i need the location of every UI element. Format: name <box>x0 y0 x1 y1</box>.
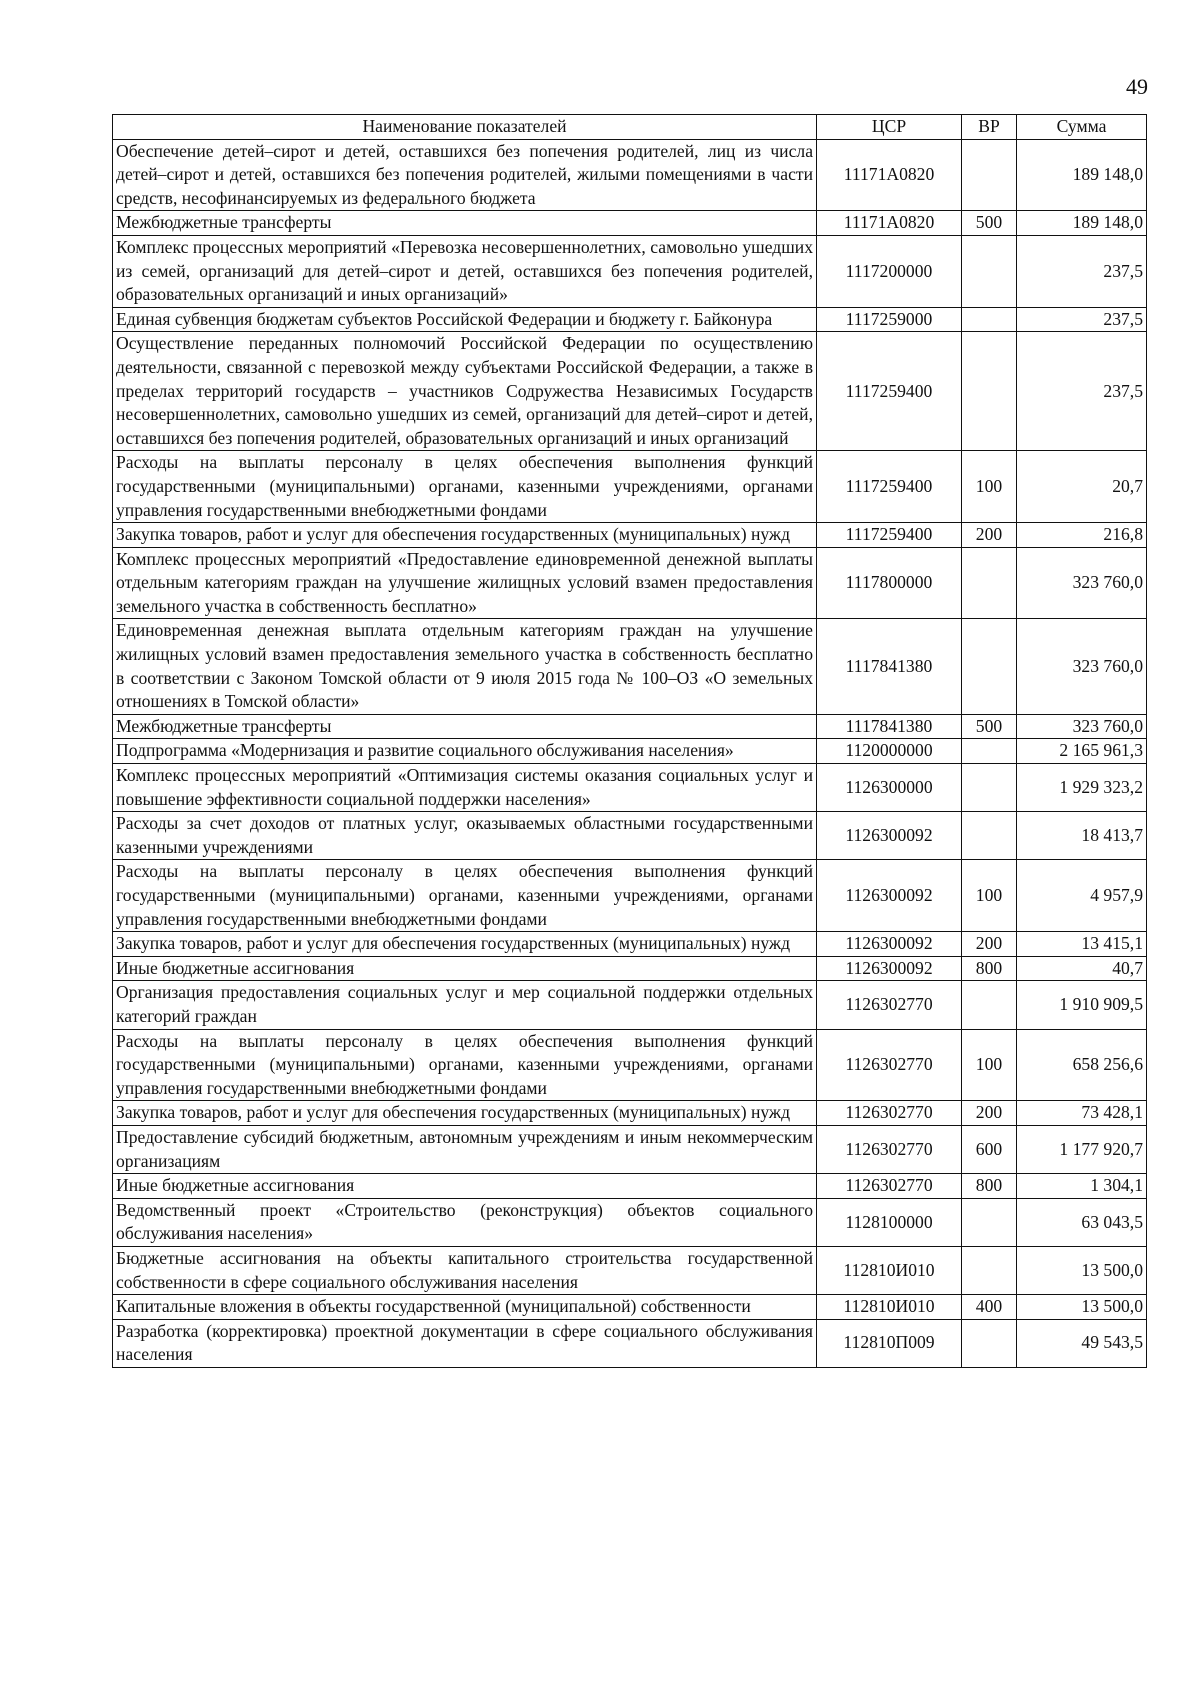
cell-csr: 112810П009 <box>817 1319 962 1367</box>
cell-vr <box>962 547 1017 619</box>
cell-sum: 13 415,1 <box>1017 932 1147 957</box>
cell-name: Закупка товаров, работ и услуг для обеспечения государственных (муниципальных) нужд <box>113 1101 817 1126</box>
cell-name: Межбюджетные трансферты <box>113 211 817 236</box>
cell-vr: 200 <box>962 523 1017 548</box>
cell-sum: 20,7 <box>1017 451 1147 523</box>
cell-vr <box>962 981 1017 1029</box>
cell-csr: 1126302770 <box>817 981 962 1029</box>
cell-sum: 216,8 <box>1017 523 1147 548</box>
cell-csr: 1128100000 <box>817 1198 962 1246</box>
cell-sum: 323 760,0 <box>1017 547 1147 619</box>
header-sum: Сумма <box>1017 115 1147 140</box>
cell-vr: 100 <box>962 1029 1017 1101</box>
cell-csr: 1117841380 <box>817 619 962 714</box>
cell-csr: 1126300092 <box>817 860 962 932</box>
table-row <box>113 860 1147 932</box>
cell-csr: 112810И010 <box>817 1246 962 1294</box>
cell-vr <box>962 619 1017 714</box>
cell-vr <box>962 307 1017 332</box>
cell-name: Расходы за счет доходов от платных услуг, оказываемых областными государственными казенными учреждениями <box>113 812 817 860</box>
cell-sum: 73 428,1 <box>1017 1101 1147 1126</box>
cell-sum: 40,7 <box>1017 956 1147 981</box>
cell-name: Единая субвенция бюджетам субъектов Российской Федерации и бюджету г. Байконура <box>113 307 817 332</box>
cell-csr: 1117841380 <box>817 714 962 739</box>
cell-csr: 1117200000 <box>817 235 962 307</box>
cell-csr: 1126302770 <box>817 1174 962 1199</box>
cell-vr <box>962 1246 1017 1294</box>
cell-name: Капитальные вложения в объекты государственной (муниципальной) собственности <box>113 1295 817 1320</box>
cell-vr <box>962 139 1017 211</box>
page-number: 49 <box>1126 74 1148 99</box>
table-row <box>113 812 1147 860</box>
cell-name: Иные бюджетные ассигнования <box>113 1174 817 1199</box>
cell-name: Комплекс процессных мероприятий «Предоставление единовременной денежной выплаты отдельным категориям граждан на улучшение жилищных условий взамен предоставления земельного участка в собственность бесплатно» <box>113 547 817 619</box>
cell-vr <box>962 812 1017 860</box>
cell-vr: 500 <box>962 211 1017 236</box>
cell-csr: 1126300092 <box>817 812 962 860</box>
cell-name: Комплекс процессных мероприятий «Перевозка несовершеннолетних, самовольно ушедших из семей, организаций для детей–сирот и детей, оставшихся без попечения родителей, образовательных организаций и иных организаций» <box>113 235 817 307</box>
table-row <box>113 547 1147 619</box>
header-name: Наименование показателей <box>113 115 817 140</box>
cell-sum: 1 910 909,5 <box>1017 981 1147 1029</box>
cell-vr: 600 <box>962 1125 1017 1173</box>
table-row <box>113 932 1147 957</box>
table-row <box>113 1319 1147 1367</box>
table-row <box>113 139 1147 211</box>
header-csr: ЦСР <box>817 115 962 140</box>
table-row <box>113 235 1147 307</box>
cell-csr: 1126300092 <box>817 956 962 981</box>
cell-sum: 189 148,0 <box>1017 139 1147 211</box>
table-row <box>113 619 1147 714</box>
cell-sum: 237,5 <box>1017 235 1147 307</box>
cell-csr: 1117259400 <box>817 451 962 523</box>
cell-name: Подпрограмма «Модернизация и развитие социального обслуживания населения» <box>113 739 817 764</box>
cell-sum: 63 043,5 <box>1017 1198 1147 1246</box>
table-body <box>113 139 1147 1367</box>
cell-csr: 11171А0820 <box>817 211 962 236</box>
table-row <box>113 1101 1147 1126</box>
cell-vr: 500 <box>962 714 1017 739</box>
cell-csr: 1126300000 <box>817 764 962 812</box>
cell-sum: 1 304,1 <box>1017 1174 1147 1199</box>
header-vr: ВР <box>962 115 1017 140</box>
cell-vr: 800 <box>962 956 1017 981</box>
cell-sum: 1 177 920,7 <box>1017 1125 1147 1173</box>
table-row <box>113 1125 1147 1173</box>
cell-name: Иные бюджетные ассигнования <box>113 956 817 981</box>
cell-sum: 18 413,7 <box>1017 812 1147 860</box>
cell-vr <box>962 332 1017 451</box>
cell-csr: 1126302770 <box>817 1101 962 1126</box>
cell-csr: 112810И010 <box>817 1295 962 1320</box>
cell-name: Предоставление субсидий бюджетным, автономным учреждениям и иным некоммерческим организациям <box>113 1125 817 1173</box>
cell-csr: 1117259400 <box>817 332 962 451</box>
cell-vr: 400 <box>962 1295 1017 1320</box>
cell-sum: 237,5 <box>1017 307 1147 332</box>
cell-csr: 1117259000 <box>817 307 962 332</box>
table-row <box>113 211 1147 236</box>
cell-sum: 2 165 961,3 <box>1017 739 1147 764</box>
cell-vr: 800 <box>962 1174 1017 1199</box>
cell-sum: 49 543,5 <box>1017 1319 1147 1367</box>
cell-name: Осуществление переданных полномочий Российской Федерации по осуществлению деятельности, связанной с перевозкой между субъектами Российской Федерации, а также в пределах территорий государств – участников Содружества Независимых Государств несовершеннолетних, самовольно ушедших из семей, организаций для детей–сирот и детей, оставшихся без попечения родителей, образовательных организаций и иных организаций <box>113 332 817 451</box>
cell-sum: 13 500,0 <box>1017 1246 1147 1294</box>
table-row <box>113 1174 1147 1199</box>
cell-name: Расходы на выплаты персоналу в целях обеспечения выполнения функций государственными (муниципальными) органами, казенными учреждениями, органами управления государственными внебюджетными фондами <box>113 1029 817 1101</box>
cell-sum: 4 957,9 <box>1017 860 1147 932</box>
table-row <box>113 739 1147 764</box>
cell-vr <box>962 764 1017 812</box>
cell-sum: 323 760,0 <box>1017 619 1147 714</box>
cell-name: Единовременная денежная выплата отдельным категориям граждан на улучшение жилищных условий взамен предоставления земельного участка в собственность бесплатно в соответствии с Законом Томской области от 9 июля 2015 года № 100–ОЗ «О земельных отношениях в Томской области» <box>113 619 817 714</box>
cell-name: Организация предоставления социальных услуг и мер социальной поддержки отдельных категорий граждан <box>113 981 817 1029</box>
cell-name: Расходы на выплаты персоналу в целях обеспечения выполнения функций государственными (муниципальными) органами, казенными учреждениями, органами управления государственными внебюджетными фондами <box>113 860 817 932</box>
cell-sum: 323 760,0 <box>1017 714 1147 739</box>
cell-vr: 200 <box>962 932 1017 957</box>
table-row <box>113 451 1147 523</box>
table-row <box>113 981 1147 1029</box>
table-row <box>113 1295 1147 1320</box>
table-header-row <box>113 115 1147 140</box>
cell-csr: 1126302770 <box>817 1029 962 1101</box>
table-row <box>113 307 1147 332</box>
table-row <box>113 764 1147 812</box>
cell-name: Закупка товаров, работ и услуг для обеспечения государственных (муниципальных) нужд <box>113 523 817 548</box>
table-row <box>113 1246 1147 1294</box>
cell-sum: 237,5 <box>1017 332 1147 451</box>
table-row <box>113 1029 1147 1101</box>
cell-name: Закупка товаров, работ и услуг для обеспечения государственных (муниципальных) нужд <box>113 932 817 957</box>
cell-name: Ведомственный проект «Строительство (реконструкция) объектов социального обслуживания населения» <box>113 1198 817 1246</box>
cell-vr <box>962 235 1017 307</box>
cell-csr: 11171А0820 <box>817 139 962 211</box>
cell-vr: 100 <box>962 451 1017 523</box>
cell-csr: 1117259400 <box>817 523 962 548</box>
cell-vr <box>962 1198 1017 1246</box>
cell-csr: 1117800000 <box>817 547 962 619</box>
cell-name: Обеспечение детей–сирот и детей, оставшихся без попечения родителей, лиц из числа детей–сирот и детей, оставшихся без попечения родителей, жилыми помещениями в части средств, несофинансируемых из федерального бюджета <box>113 139 817 211</box>
cell-name: Разработка (корректировка) проектной документации в сфере социального обслуживания населения <box>113 1319 817 1367</box>
cell-sum: 1 929 323,2 <box>1017 764 1147 812</box>
table-row <box>113 523 1147 548</box>
cell-csr: 1120000000 <box>817 739 962 764</box>
cell-name: Расходы на выплаты персоналу в целях обеспечения выполнения функций государственными (муниципальными) органами, казенными учреждениями, органами управления государственными внебюджетными фондами <box>113 451 817 523</box>
cell-vr <box>962 1319 1017 1367</box>
table-row <box>113 714 1147 739</box>
table-row <box>113 332 1147 451</box>
cell-csr: 1126300092 <box>817 932 962 957</box>
cell-vr: 100 <box>962 860 1017 932</box>
cell-name: Комплекс процессных мероприятий «Оптимизация системы оказания социальных услуг и повышение эффективности социальной поддержки населения» <box>113 764 817 812</box>
cell-vr <box>962 739 1017 764</box>
cell-sum: 189 148,0 <box>1017 211 1147 236</box>
cell-sum: 13 500,0 <box>1017 1295 1147 1320</box>
table-row <box>113 956 1147 981</box>
cell-sum: 658 256,6 <box>1017 1029 1147 1101</box>
cell-vr: 200 <box>962 1101 1017 1126</box>
cell-name: Межбюджетные трансферты <box>113 714 817 739</box>
cell-csr: 1126302770 <box>817 1125 962 1173</box>
cell-name: Бюджетные ассигнования на объекты капитального строительства государственной собственности в сфере социального обслуживания населения <box>113 1246 817 1294</box>
budget-table <box>112 114 1147 1368</box>
table-row <box>113 1198 1147 1246</box>
